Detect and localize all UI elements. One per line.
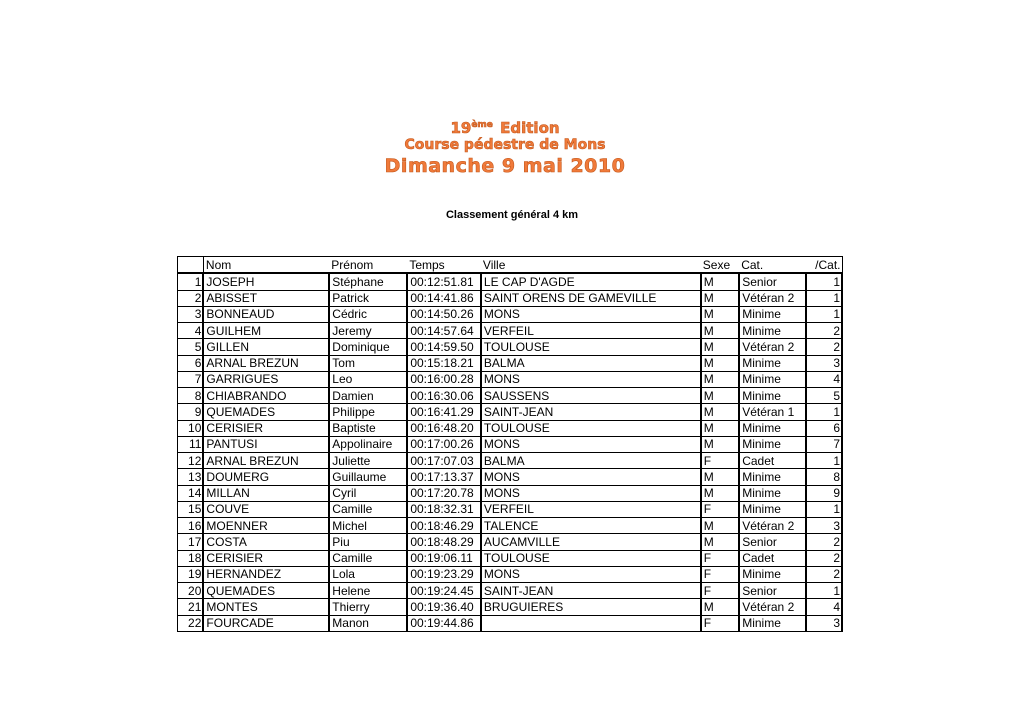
cell-sexe: F xyxy=(701,615,739,631)
cell-nom: QUEMADES xyxy=(203,583,329,599)
cell-prenom: Michel xyxy=(329,518,407,534)
cell-cat: Minime xyxy=(739,355,805,371)
cell-ville: LE CAP D'AGDE xyxy=(481,273,701,290)
cell-nom: GILLEN xyxy=(203,339,329,355)
cell-prenom: Jeremy xyxy=(329,323,407,339)
cell-sexe: M xyxy=(701,306,739,322)
cell-cat: Vétéran 2 xyxy=(739,599,805,615)
cell-place: 3 xyxy=(806,518,842,534)
edition-line xyxy=(370,116,640,137)
edition-number: 19 xyxy=(450,119,472,137)
cell-sexe: M xyxy=(701,420,739,436)
cell-prenom: Piu xyxy=(329,534,407,550)
cell-sexe: M xyxy=(701,339,739,355)
header-cat: Cat. xyxy=(739,257,805,274)
cell-ville: SAINT-JEAN xyxy=(481,583,701,599)
cell-temps: 00:17:20.78 xyxy=(407,485,481,501)
race-date: Dimanche 9 mai 2010 xyxy=(384,155,626,177)
cell-place: 7 xyxy=(806,436,842,452)
cell-ville: MONS xyxy=(481,306,701,322)
cell-sexe: M xyxy=(701,404,739,420)
cell-ville: MONS xyxy=(481,436,701,452)
cell-prenom: Guillaume xyxy=(329,469,407,485)
table-row xyxy=(178,371,843,387)
cell-place: 3 xyxy=(806,615,842,631)
cell-temps: 00:18:32.31 xyxy=(407,501,481,517)
cell-place: 3 xyxy=(806,355,842,371)
cell-rank: 11 xyxy=(178,436,204,452)
cell-nom: GUILHEM xyxy=(203,323,329,339)
cell-sexe: M xyxy=(701,273,739,290)
cell-cat: Minime xyxy=(739,371,805,387)
table-row xyxy=(178,518,843,534)
cell-rank: 15 xyxy=(178,501,204,517)
cell-temps: 00:19:06.11 xyxy=(407,550,481,566)
cell-nom: ARNAL BREZUN xyxy=(203,453,329,469)
table-row xyxy=(178,583,843,599)
cell-prenom: Leo xyxy=(329,371,407,387)
edition-suffix: ème xyxy=(471,120,493,130)
cell-prenom: Helene xyxy=(329,583,407,599)
cell-cat: Minime xyxy=(739,306,805,322)
cell-nom: GARRIGUES xyxy=(203,371,329,387)
cell-sexe: M xyxy=(701,436,739,452)
cell-rank: 3 xyxy=(178,306,204,322)
cell-rank: 14 xyxy=(178,485,204,501)
table-row xyxy=(178,420,843,436)
table-row xyxy=(178,339,843,355)
cell-place: 2 xyxy=(806,566,842,582)
cell-ville: VERFEIL xyxy=(481,501,701,517)
table-header-row xyxy=(178,257,843,274)
table-row xyxy=(178,615,843,631)
cell-temps: 00:17:07.03 xyxy=(407,453,481,469)
cell-temps: 00:14:41.86 xyxy=(407,290,481,306)
cell-temps: 00:18:46.29 xyxy=(407,518,481,534)
table-row xyxy=(178,534,843,550)
cell-sexe: F xyxy=(701,583,739,599)
cell-ville: MONS xyxy=(481,371,701,387)
edition-word: Edition xyxy=(500,119,560,137)
cell-ville: MONS xyxy=(481,566,701,582)
cell-place: 2 xyxy=(806,323,842,339)
cell-sexe: M xyxy=(701,599,739,615)
cell-place: 9 xyxy=(806,485,842,501)
table-row xyxy=(178,501,843,517)
cell-ville: BALMA xyxy=(481,453,701,469)
header-nom: Nom xyxy=(203,257,329,274)
cell-cat: Minime xyxy=(739,615,805,631)
cell-temps: 00:17:13.37 xyxy=(407,469,481,485)
cell-prenom: Tom xyxy=(329,355,407,371)
results-table xyxy=(177,256,843,632)
cell-cat: Minime xyxy=(739,388,805,404)
cell-cat: Vétéran 2 xyxy=(739,339,805,355)
cell-cat: Vétéran 2 xyxy=(739,518,805,534)
cell-place: 8 xyxy=(806,469,842,485)
cell-sexe: M xyxy=(701,355,739,371)
cell-temps: 00:19:36.40 xyxy=(407,599,481,615)
cell-nom: JOSEPH xyxy=(203,273,329,290)
cell-ville: SAUSSENS xyxy=(481,388,701,404)
cell-nom: BONNEAUD xyxy=(203,306,329,322)
cell-place: 4 xyxy=(806,371,842,387)
cell-prenom: Cédric xyxy=(329,306,407,322)
cell-ville: TALENCE xyxy=(481,518,701,534)
cell-nom: QUEMADES xyxy=(203,404,329,420)
table-row xyxy=(178,273,843,290)
cell-nom: DOUMERG xyxy=(203,469,329,485)
cell-ville: MONS xyxy=(481,469,701,485)
header-temps: Temps xyxy=(407,257,481,274)
cell-temps: 00:16:00.28 xyxy=(407,371,481,387)
cell-temps: 00:19:24.45 xyxy=(407,583,481,599)
cell-sexe: F xyxy=(701,501,739,517)
cell-rank: 16 xyxy=(178,518,204,534)
cell-sexe: M xyxy=(701,485,739,501)
cell-place: 1 xyxy=(806,501,842,517)
cell-place: 1 xyxy=(806,453,842,469)
cell-prenom: Baptiste xyxy=(329,420,407,436)
cell-cat: Cadet xyxy=(739,550,805,566)
table-row xyxy=(178,404,843,420)
cell-prenom: Camille xyxy=(329,550,407,566)
cell-ville: MONS xyxy=(481,485,701,501)
cell-cat: Minime xyxy=(739,469,805,485)
cell-temps: 00:16:48.20 xyxy=(407,420,481,436)
cell-sexe: M xyxy=(701,518,739,534)
cell-nom: ABISSET xyxy=(203,290,329,306)
cell-place: 1 xyxy=(806,290,842,306)
cell-cat: Minime xyxy=(739,420,805,436)
cell-nom: CHIABRANDO xyxy=(203,388,329,404)
cell-temps: 00:19:44.86 xyxy=(407,615,481,631)
cell-rank: 5 xyxy=(178,339,204,355)
table-row xyxy=(178,436,843,452)
cell-place: 4 xyxy=(806,599,842,615)
cell-sexe: F xyxy=(701,453,739,469)
cell-temps: 00:16:41.29 xyxy=(407,404,481,420)
cell-nom: CERISIER xyxy=(203,550,329,566)
cell-sexe: M xyxy=(701,323,739,339)
header-ville: Ville xyxy=(481,257,701,274)
cell-nom: MOENNER xyxy=(203,518,329,534)
table-row xyxy=(178,550,843,566)
cell-rank: 9 xyxy=(178,404,204,420)
header-place: /Cat. xyxy=(806,257,842,274)
cell-ville: TOULOUSE xyxy=(481,550,701,566)
cell-sexe: M xyxy=(701,371,739,387)
cell-rank: 21 xyxy=(178,599,204,615)
cell-rank: 20 xyxy=(178,583,204,599)
cell-place: 1 xyxy=(806,404,842,420)
cell-sexe: M xyxy=(701,534,739,550)
cell-nom: COSTA xyxy=(203,534,329,550)
header-sexe: Sexe xyxy=(701,257,739,274)
cell-sexe: F xyxy=(701,550,739,566)
cell-cat: Minime xyxy=(739,436,805,452)
cell-temps: 00:19:23.29 xyxy=(407,566,481,582)
cell-place: 2 xyxy=(806,339,842,355)
cell-sexe: M xyxy=(701,290,739,306)
cell-ville: BALMA xyxy=(481,355,701,371)
cell-sexe: F xyxy=(701,566,739,582)
cell-rank: 19 xyxy=(178,566,204,582)
cell-rank: 7 xyxy=(178,371,204,387)
cell-ville: TOULOUSE xyxy=(481,339,701,355)
cell-nom: CERISIER xyxy=(203,420,329,436)
cell-ville: SAINT-JEAN xyxy=(481,404,701,420)
table-row xyxy=(178,599,843,615)
cell-cat: Vétéran 2 xyxy=(739,290,805,306)
table-row xyxy=(178,453,843,469)
cell-place: 1 xyxy=(806,273,842,290)
cell-temps: 00:18:48.29 xyxy=(407,534,481,550)
cell-ville: BRUGUIERES xyxy=(481,599,701,615)
cell-prenom: Camille xyxy=(329,501,407,517)
cell-cat: Cadet xyxy=(739,453,805,469)
cell-rank: 18 xyxy=(178,550,204,566)
cell-prenom: Cyril xyxy=(329,485,407,501)
table-row xyxy=(178,306,843,322)
table-row xyxy=(178,388,843,404)
cell-nom: MILLAN xyxy=(203,485,329,501)
cell-prenom: Manon xyxy=(329,615,407,631)
cell-prenom: Damien xyxy=(329,388,407,404)
table-row xyxy=(178,355,843,371)
cell-place: 2 xyxy=(806,534,842,550)
cell-temps: 00:12:51.81 xyxy=(407,273,481,290)
cell-place: 1 xyxy=(806,583,842,599)
cell-nom: MONTES xyxy=(203,599,329,615)
cell-rank: 22 xyxy=(178,615,204,631)
cell-prenom: Dominique xyxy=(329,339,407,355)
cell-temps: 00:17:00.26 xyxy=(407,436,481,452)
header-prenom: Prénom xyxy=(329,257,407,274)
cell-rank: 12 xyxy=(178,453,204,469)
cell-cat: Senior xyxy=(739,583,805,599)
cell-prenom: Thierry xyxy=(329,599,407,615)
cell-rank: 17 xyxy=(178,534,204,550)
cell-place: 6 xyxy=(806,420,842,436)
cell-prenom: Appolinaire xyxy=(329,436,407,452)
cell-cat: Vétéran 1 xyxy=(739,404,805,420)
cell-ville xyxy=(481,615,701,631)
cell-nom: ARNAL BREZUN xyxy=(203,355,329,371)
cell-temps: 00:14:57.64 xyxy=(407,323,481,339)
cell-prenom: Stéphane xyxy=(329,273,407,290)
cell-prenom: Patrick xyxy=(329,290,407,306)
cell-nom: HERNANDEZ xyxy=(203,566,329,582)
table-row xyxy=(178,290,843,306)
cell-ville: SAINT ORENS DE GAMEVILLE xyxy=(481,290,701,306)
cell-rank: 2 xyxy=(178,290,204,306)
cell-ville: AUCAMVILLE xyxy=(481,534,701,550)
cell-rank: 13 xyxy=(178,469,204,485)
ranking-title: Classement général 4 km xyxy=(445,209,579,221)
table-row xyxy=(178,566,843,582)
cell-prenom: Philippe xyxy=(329,404,407,420)
cell-rank: 6 xyxy=(178,355,204,371)
cell-place: 5 xyxy=(806,388,842,404)
cell-nom: PANTUSI xyxy=(203,436,329,452)
cell-rank: 10 xyxy=(178,420,204,436)
cell-ville: VERFEIL xyxy=(481,323,701,339)
cell-cat: Minime xyxy=(739,485,805,501)
cell-temps: 00:15:18.21 xyxy=(407,355,481,371)
cell-temps: 00:14:50.26 xyxy=(407,306,481,322)
cell-place: 2 xyxy=(806,550,842,566)
cell-nom: COUVE xyxy=(203,501,329,517)
cell-place: 1 xyxy=(806,306,842,322)
cell-sexe: M xyxy=(701,469,739,485)
cell-ville: TOULOUSE xyxy=(481,420,701,436)
table-row xyxy=(178,485,843,501)
cell-temps: 00:16:30.06 xyxy=(407,388,481,404)
event-banner xyxy=(370,116,640,182)
cell-rank: 1 xyxy=(178,273,204,290)
cell-prenom: Lola xyxy=(329,566,407,582)
table-row xyxy=(178,323,843,339)
cell-cat: Senior xyxy=(739,534,805,550)
race-name: Course pédestre de Mons xyxy=(404,137,606,153)
header-rank xyxy=(178,257,204,274)
cell-temps: 00:14:59.50 xyxy=(407,339,481,355)
cell-sexe: M xyxy=(701,388,739,404)
cell-cat: Minime xyxy=(739,323,805,339)
cell-cat: Minime xyxy=(739,501,805,517)
table-row xyxy=(178,469,843,485)
cell-nom: FOURCADE xyxy=(203,615,329,631)
cell-cat: Senior xyxy=(739,273,805,290)
cell-prenom: Juliette xyxy=(329,453,407,469)
cell-rank: 8 xyxy=(178,388,204,404)
cell-cat: Minime xyxy=(739,566,805,582)
cell-rank: 4 xyxy=(178,323,204,339)
